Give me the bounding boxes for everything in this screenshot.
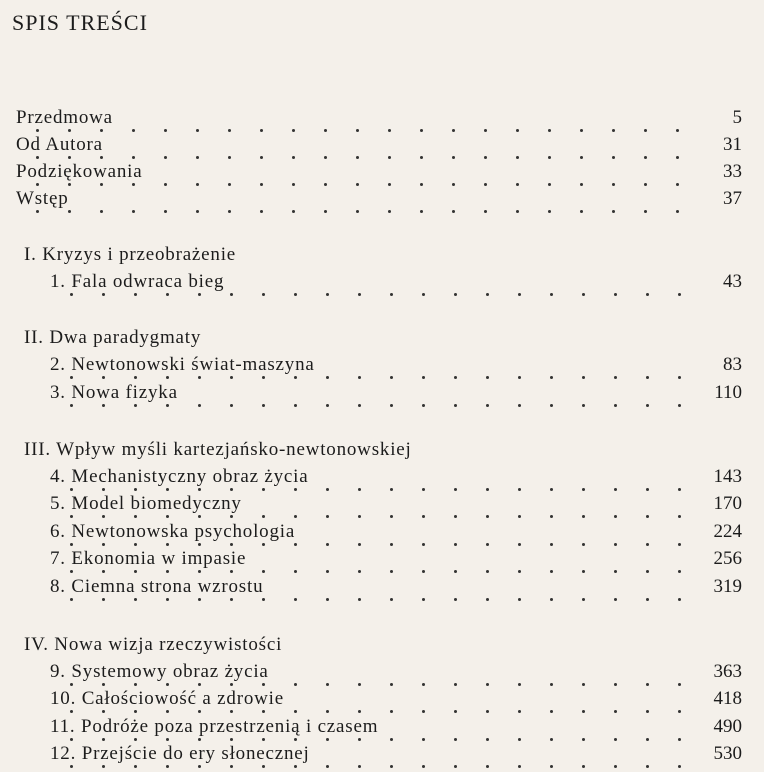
page-number: 224 bbox=[710, 521, 743, 543]
toc-entry[interactable] bbox=[0, 188, 764, 216]
toc-entry[interactable] bbox=[0, 521, 764, 549]
toc-entry[interactable] bbox=[0, 134, 764, 162]
page-number: 83 bbox=[719, 354, 742, 376]
entry-title: 9. Systemowy obraz życia bbox=[50, 661, 273, 683]
part-heading: IV. Nowa wizja rzeczywistości bbox=[24, 634, 283, 655]
entry-title: 7. Ekonomia w impasie bbox=[50, 548, 250, 570]
page-number: 31 bbox=[719, 134, 742, 156]
toc-entry[interactable] bbox=[0, 354, 764, 382]
page-number: 170 bbox=[710, 493, 743, 515]
entry-title: Od Autora bbox=[16, 134, 107, 156]
toc-entry[interactable] bbox=[0, 271, 764, 299]
part-heading: III. Wpływ myśli kartezjańsko-newtonowskiej bbox=[24, 439, 412, 460]
entry-title: 3. Nowa fizyka bbox=[50, 382, 182, 404]
entry-title: 4. Mechanistyczny obraz życia bbox=[50, 466, 312, 488]
page-number: 319 bbox=[710, 576, 743, 598]
toc-entry[interactable] bbox=[0, 466, 764, 494]
toc-entry[interactable] bbox=[0, 716, 764, 744]
dot-leader bbox=[0, 188, 764, 216]
page-number: 418 bbox=[710, 688, 743, 710]
toc-entry[interactable] bbox=[0, 661, 764, 689]
entry-title: 5. Model biomedyczny bbox=[50, 493, 246, 515]
page-number: 33 bbox=[719, 161, 742, 183]
part-heading: I. Kryzys i przeobrażenie bbox=[24, 244, 237, 265]
toc-entry[interactable] bbox=[0, 161, 764, 189]
entry-title: 12. Przejście do ery słonecznej bbox=[50, 743, 314, 765]
page-number: 110 bbox=[710, 382, 742, 404]
toc-entry[interactable] bbox=[0, 548, 764, 576]
toc-entry[interactable] bbox=[0, 576, 764, 604]
entry-title: 10. Całościowość a zdrowie bbox=[50, 688, 288, 710]
page-title: SPIS TREŚCI bbox=[12, 10, 148, 35]
page-number: 490 bbox=[710, 716, 743, 738]
toc-entry[interactable] bbox=[0, 688, 764, 716]
toc-entry[interactable] bbox=[0, 493, 764, 521]
toc-entry[interactable] bbox=[0, 743, 764, 771]
page-number: 5 bbox=[729, 107, 743, 129]
entry-title: Wstęp bbox=[16, 188, 73, 210]
part-heading: II. Dwa paradygmaty bbox=[24, 327, 202, 348]
entry-title: Podziękowania bbox=[16, 161, 146, 183]
dot-leader bbox=[0, 134, 764, 162]
page-number: 530 bbox=[710, 743, 743, 765]
page-number: 43 bbox=[719, 271, 742, 293]
entry-title: 6. Newtonowska psychologia bbox=[50, 521, 299, 543]
page-number: 143 bbox=[710, 466, 743, 488]
toc-entry[interactable] bbox=[0, 107, 764, 135]
page-number: 37 bbox=[719, 188, 742, 210]
entry-title: 1. Fala odwraca bieg bbox=[50, 271, 228, 293]
entry-title: 11. Podróże poza przestrzenią i czasem bbox=[50, 716, 382, 738]
entry-title: Przedmowa bbox=[16, 107, 117, 129]
page-number: 256 bbox=[710, 548, 743, 570]
entry-title: 8. Ciemna strona wzrostu bbox=[50, 576, 267, 598]
page-number: 363 bbox=[710, 661, 743, 683]
toc-entry[interactable] bbox=[0, 382, 764, 410]
entry-title: 2. Newtonowski świat-maszyna bbox=[50, 354, 319, 376]
